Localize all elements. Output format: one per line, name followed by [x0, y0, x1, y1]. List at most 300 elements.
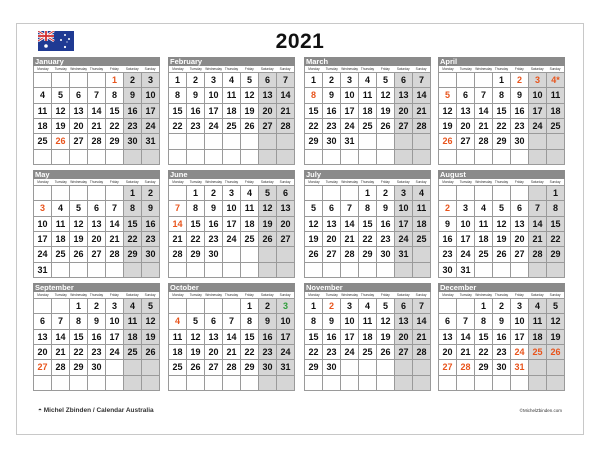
empty-cell [457, 73, 475, 88]
weekday-label: Saturday [530, 67, 544, 71]
weekday-label: Tuesday [459, 67, 472, 71]
empty-cell [529, 376, 547, 391]
day-cell: 8 [475, 314, 493, 329]
weekday-label: Saturday [260, 180, 274, 184]
day-cell: 23 [187, 119, 205, 134]
empty-cell [52, 376, 70, 391]
day-cell: 1 [547, 186, 565, 201]
weekday-label: Wednesday [341, 180, 359, 184]
day-cell: 19 [52, 119, 70, 134]
day-cell: 9 [259, 314, 277, 329]
month-title: August [438, 170, 565, 179]
weekday-header-row [168, 66, 295, 72]
day-cell: 4 [413, 186, 431, 201]
empty-cell [511, 186, 529, 201]
empty-cell [277, 150, 295, 165]
month-title: November [304, 283, 431, 292]
day-cell: 28 [106, 247, 124, 262]
day-cell: 7 [88, 88, 106, 103]
weekday-label: Tuesday [459, 180, 472, 184]
day-cell: 16 [124, 104, 142, 119]
day-cell: 9 [493, 314, 511, 329]
empty-cell [223, 263, 241, 278]
day-cell: 7 [475, 88, 493, 103]
day-cell: 29 [241, 360, 259, 375]
day-cell: 7 [413, 73, 431, 88]
day-cell: 26 [187, 360, 205, 375]
day-cell: 14 [413, 88, 431, 103]
day-cell: 28 [457, 360, 475, 375]
empty-cell [359, 263, 377, 278]
empty-cell [493, 263, 511, 278]
day-cell: 20 [88, 232, 106, 247]
empty-cell [511, 376, 529, 391]
day-cell: 20 [439, 345, 457, 360]
day-cell: 6 [205, 314, 223, 329]
weekday-label: Sunday [415, 67, 427, 71]
day-cell: 16 [323, 330, 341, 345]
weekday-label: Friday [109, 180, 119, 184]
day-cell: 4 [359, 73, 377, 88]
empty-cell [341, 263, 359, 278]
month-february [168, 57, 295, 164]
day-cell: 25 [413, 232, 431, 247]
day-cell: 4 [169, 314, 187, 329]
day-cell: 13 [34, 330, 52, 345]
empty-cell [205, 299, 223, 314]
day-cell: 29 [547, 247, 565, 262]
empty-cell [377, 263, 395, 278]
weekday-label: Saturday [260, 293, 274, 297]
empty-cell [341, 186, 359, 201]
empty-cell [223, 134, 241, 149]
empty-cell [413, 134, 431, 149]
day-cell: 24 [205, 119, 223, 134]
day-cell: 19 [305, 232, 323, 247]
day-cell: 6 [457, 88, 475, 103]
day-cell: 14 [341, 217, 359, 232]
day-cell: 28 [341, 247, 359, 262]
weekday-label: Sunday [549, 293, 561, 297]
empty-cell [169, 150, 187, 165]
weekday-label: Saturday [396, 293, 410, 297]
empty-cell [439, 299, 457, 314]
day-cell: 10 [457, 217, 475, 232]
day-cell: 17 [277, 330, 295, 345]
day-cell: 12 [142, 314, 160, 329]
day-cell: 2 [323, 73, 341, 88]
day-cell: 31 [511, 360, 529, 375]
weekday-label: Thursday [89, 67, 104, 71]
empty-cell [511, 263, 529, 278]
day-cell: 31 [341, 134, 359, 149]
day-cell: 22 [169, 119, 187, 134]
day-cell: 19 [241, 104, 259, 119]
day-cell: 1 [187, 186, 205, 201]
empty-cell [457, 299, 475, 314]
day-cell: 23 [377, 232, 395, 247]
day-cell: 11 [241, 201, 259, 216]
empty-cell [475, 73, 493, 88]
day-cell: 8 [241, 314, 259, 329]
empty-cell [547, 360, 565, 375]
day-cell: 31 [457, 263, 475, 278]
empty-cell [475, 150, 493, 165]
day-cell: 25 [475, 247, 493, 262]
day-cell: 27 [259, 119, 277, 134]
empty-cell [142, 376, 160, 391]
empty-cell [241, 150, 259, 165]
day-cell: 17 [205, 104, 223, 119]
day-cell: 13 [205, 330, 223, 345]
empty-cell [223, 299, 241, 314]
day-cell: 15 [547, 217, 565, 232]
day-cell: 24 [106, 345, 124, 360]
day-cell: 5 [241, 73, 259, 88]
empty-cell [529, 360, 547, 375]
empty-cell [341, 360, 359, 375]
weekday-header-row [304, 292, 431, 298]
month-may [33, 170, 160, 277]
empty-cell [52, 263, 70, 278]
empty-cell [187, 299, 205, 314]
day-cell: 10 [511, 314, 529, 329]
weekday-label: Friday [109, 293, 119, 297]
weekday-label: Friday [380, 293, 390, 297]
empty-cell [457, 150, 475, 165]
day-grid [33, 72, 160, 165]
weekday-label: Thursday [89, 180, 104, 184]
empty-cell [395, 263, 413, 278]
day-cell: 5 [493, 201, 511, 216]
day-cell: 31 [142, 134, 160, 149]
day-cell: 12 [305, 217, 323, 232]
day-cell: 27 [34, 360, 52, 375]
weekday-label: Wednesday [205, 293, 223, 297]
empty-cell [142, 360, 160, 375]
day-cell: 24 [277, 345, 295, 360]
weekday-label: Monday [442, 67, 454, 71]
day-cell: 15 [187, 217, 205, 232]
weekday-label: Monday [442, 180, 454, 184]
empty-cell [323, 186, 341, 201]
day-cell: 22 [187, 232, 205, 247]
empty-cell [305, 150, 323, 165]
day-cell: 9 [323, 88, 341, 103]
day-cell: 7 [457, 314, 475, 329]
day-cell: 7 [223, 314, 241, 329]
day-cell: 26 [70, 247, 88, 262]
day-cell: 4 [34, 88, 52, 103]
empty-cell [88, 73, 106, 88]
empty-cell [106, 150, 124, 165]
day-cell: 31 [277, 360, 295, 375]
empty-cell [305, 186, 323, 201]
weekday-label: Wednesday [341, 293, 359, 297]
day-cell: 15 [169, 104, 187, 119]
day-cell: 1 [475, 299, 493, 314]
empty-cell [547, 150, 565, 165]
day-cell: 16 [323, 104, 341, 119]
empty-cell [259, 134, 277, 149]
weekday-label: Saturday [125, 67, 139, 71]
empty-cell [34, 73, 52, 88]
month-title: February [168, 57, 295, 66]
empty-cell [34, 299, 52, 314]
day-cell: 15 [124, 217, 142, 232]
day-grid [304, 72, 431, 165]
day-cell: 3 [341, 299, 359, 314]
day-cell: 5 [70, 201, 88, 216]
day-cell: 16 [259, 330, 277, 345]
empty-cell [106, 360, 124, 375]
day-cell: 15 [359, 217, 377, 232]
empty-cell [259, 376, 277, 391]
empty-cell [413, 263, 431, 278]
day-cell: 17 [457, 232, 475, 247]
day-cell: 17 [223, 217, 241, 232]
empty-cell [187, 150, 205, 165]
day-cell: 14 [169, 217, 187, 232]
weekday-label: Saturday [530, 293, 544, 297]
day-grid [438, 185, 565, 278]
day-cell: 11 [359, 314, 377, 329]
day-cell: 2 [377, 186, 395, 201]
month-june [168, 170, 295, 277]
weekday-label: Monday [442, 293, 454, 297]
day-cell: 21 [223, 345, 241, 360]
day-cell: 27 [88, 247, 106, 262]
day-cell: 19 [439, 119, 457, 134]
weekday-label: Thursday [360, 293, 375, 297]
day-grid [168, 72, 295, 165]
empty-cell [259, 150, 277, 165]
empty-cell [457, 376, 475, 391]
weekday-header-row [168, 292, 295, 298]
month-july [304, 170, 431, 277]
day-cell: 26 [377, 345, 395, 360]
empty-cell [106, 186, 124, 201]
day-cell: 8 [187, 201, 205, 216]
day-cell: 27 [205, 360, 223, 375]
day-cell: 22 [124, 232, 142, 247]
day-cell: 7 [277, 73, 295, 88]
empty-cell [169, 186, 187, 201]
day-cell: 20 [70, 119, 88, 134]
day-cell: 6 [395, 299, 413, 314]
day-cell: 1 [124, 186, 142, 201]
day-cell: 7 [413, 299, 431, 314]
day-cell: 1 [493, 73, 511, 88]
empty-cell [34, 186, 52, 201]
empty-cell [187, 376, 205, 391]
day-cell: 13 [439, 330, 457, 345]
day-cell: 1 [305, 73, 323, 88]
day-cell: 25 [124, 345, 142, 360]
day-cell: 7 [169, 201, 187, 216]
day-cell: 25 [52, 247, 70, 262]
empty-cell [70, 186, 88, 201]
day-cell: 25 [34, 134, 52, 149]
weekday-label: Wednesday [205, 180, 223, 184]
empty-cell [205, 150, 223, 165]
day-cell: 1 [70, 299, 88, 314]
day-cell: 5 [52, 88, 70, 103]
weekday-label: Monday [37, 180, 49, 184]
day-cell: 29 [70, 360, 88, 375]
day-grid [33, 185, 160, 278]
day-cell: 24 [341, 119, 359, 134]
day-cell: 17 [511, 330, 529, 345]
weekday-label: Sunday [415, 293, 427, 297]
empty-cell [395, 150, 413, 165]
day-cell: 20 [511, 232, 529, 247]
day-cell: 26 [241, 119, 259, 134]
weekday-label: Friday [514, 67, 524, 71]
day-cell: 21 [169, 232, 187, 247]
day-cell: 9 [187, 88, 205, 103]
day-cell: 22 [106, 119, 124, 134]
empty-cell [52, 186, 70, 201]
day-cell: 28 [529, 247, 547, 262]
empty-cell [169, 299, 187, 314]
month-title: July [304, 170, 431, 179]
weekday-label: Friday [109, 67, 119, 71]
weekday-label: Tuesday [54, 293, 67, 297]
day-cell: 18 [413, 217, 431, 232]
day-cell: 1 [241, 299, 259, 314]
day-cell: 26 [493, 247, 511, 262]
empty-cell [88, 376, 106, 391]
weekday-label: Monday [172, 180, 184, 184]
empty-cell [529, 134, 547, 149]
day-cell: 15 [241, 330, 259, 345]
day-cell: 14 [529, 217, 547, 232]
day-cell: 15 [305, 330, 323, 345]
day-cell: 2 [205, 186, 223, 201]
weekday-label: Tuesday [325, 180, 338, 184]
day-grid [304, 298, 431, 391]
day-cell: 16 [439, 232, 457, 247]
empty-cell [529, 263, 547, 278]
day-cell: 22 [547, 232, 565, 247]
day-cell: 1 [305, 299, 323, 314]
day-cell: 3 [205, 73, 223, 88]
empty-cell [395, 376, 413, 391]
day-cell: 5 [547, 299, 565, 314]
day-cell: 3 [457, 201, 475, 216]
empty-cell [124, 360, 142, 375]
weekday-label: Tuesday [459, 293, 472, 297]
day-cell: 10 [106, 314, 124, 329]
day-cell: 11 [52, 217, 70, 232]
empty-cell [277, 134, 295, 149]
empty-cell [341, 150, 359, 165]
weekday-label: Friday [514, 293, 524, 297]
weekday-header-row [33, 179, 160, 185]
empty-cell [70, 73, 88, 88]
day-cell: 20 [457, 119, 475, 134]
empty-cell [413, 376, 431, 391]
day-cell: 8 [106, 88, 124, 103]
day-cell: 18 [359, 104, 377, 119]
day-cell: 29 [305, 134, 323, 149]
day-cell: 11 [34, 104, 52, 119]
weekday-label: Wednesday [70, 180, 88, 184]
day-cell: 12 [493, 217, 511, 232]
day-cell: 16 [187, 104, 205, 119]
weekday-label: Monday [37, 67, 49, 71]
weekday-label: Wednesday [341, 67, 359, 71]
day-cell: 26 [439, 134, 457, 149]
weekday-label: Wednesday [475, 293, 493, 297]
empty-cell [223, 150, 241, 165]
day-cell: 6 [70, 88, 88, 103]
day-cell: 11 [359, 88, 377, 103]
empty-cell [205, 134, 223, 149]
day-cell: 10 [529, 88, 547, 103]
day-cell: 8 [305, 314, 323, 329]
day-cell: 15 [475, 330, 493, 345]
day-cell: 30 [493, 360, 511, 375]
month-title: April [438, 57, 565, 66]
day-cell: 6 [88, 201, 106, 216]
day-cell: 9 [124, 88, 142, 103]
empty-cell [377, 360, 395, 375]
day-cell: 3 [395, 186, 413, 201]
day-cell: 11 [169, 330, 187, 345]
day-cell: 6 [439, 314, 457, 329]
day-cell: 25 [241, 232, 259, 247]
day-cell: 30 [205, 247, 223, 262]
month-march [304, 57, 431, 164]
day-cell: 23 [88, 345, 106, 360]
day-cell: 3 [341, 73, 359, 88]
empty-cell [359, 360, 377, 375]
day-cell: 2 [187, 73, 205, 88]
day-cell: 14 [277, 88, 295, 103]
day-cell: 18 [547, 104, 565, 119]
day-cell: 14 [475, 104, 493, 119]
empty-cell [377, 150, 395, 165]
day-cell: 12 [52, 104, 70, 119]
day-cell: 13 [323, 217, 341, 232]
empty-cell [511, 150, 529, 165]
day-cell: 10 [395, 201, 413, 216]
weekday-label: Tuesday [189, 293, 202, 297]
day-cell: 14 [457, 330, 475, 345]
day-cell: 13 [511, 217, 529, 232]
day-cell: 28 [223, 360, 241, 375]
empty-cell [106, 263, 124, 278]
day-cell: 21 [529, 232, 547, 247]
day-cell: 21 [475, 119, 493, 134]
day-cell: 25 [547, 119, 565, 134]
empty-cell [205, 263, 223, 278]
day-cell: 30 [323, 134, 341, 149]
weekday-label: Monday [172, 293, 184, 297]
day-cell: 2 [259, 299, 277, 314]
empty-cell [52, 150, 70, 165]
weekday-label: Sunday [279, 180, 291, 184]
weekday-label: Monday [172, 67, 184, 71]
empty-cell [341, 376, 359, 391]
day-cell: 3 [223, 186, 241, 201]
day-cell: 9 [511, 88, 529, 103]
empty-cell [259, 263, 277, 278]
month-january [33, 57, 160, 164]
weekday-label: Sunday [549, 67, 561, 71]
